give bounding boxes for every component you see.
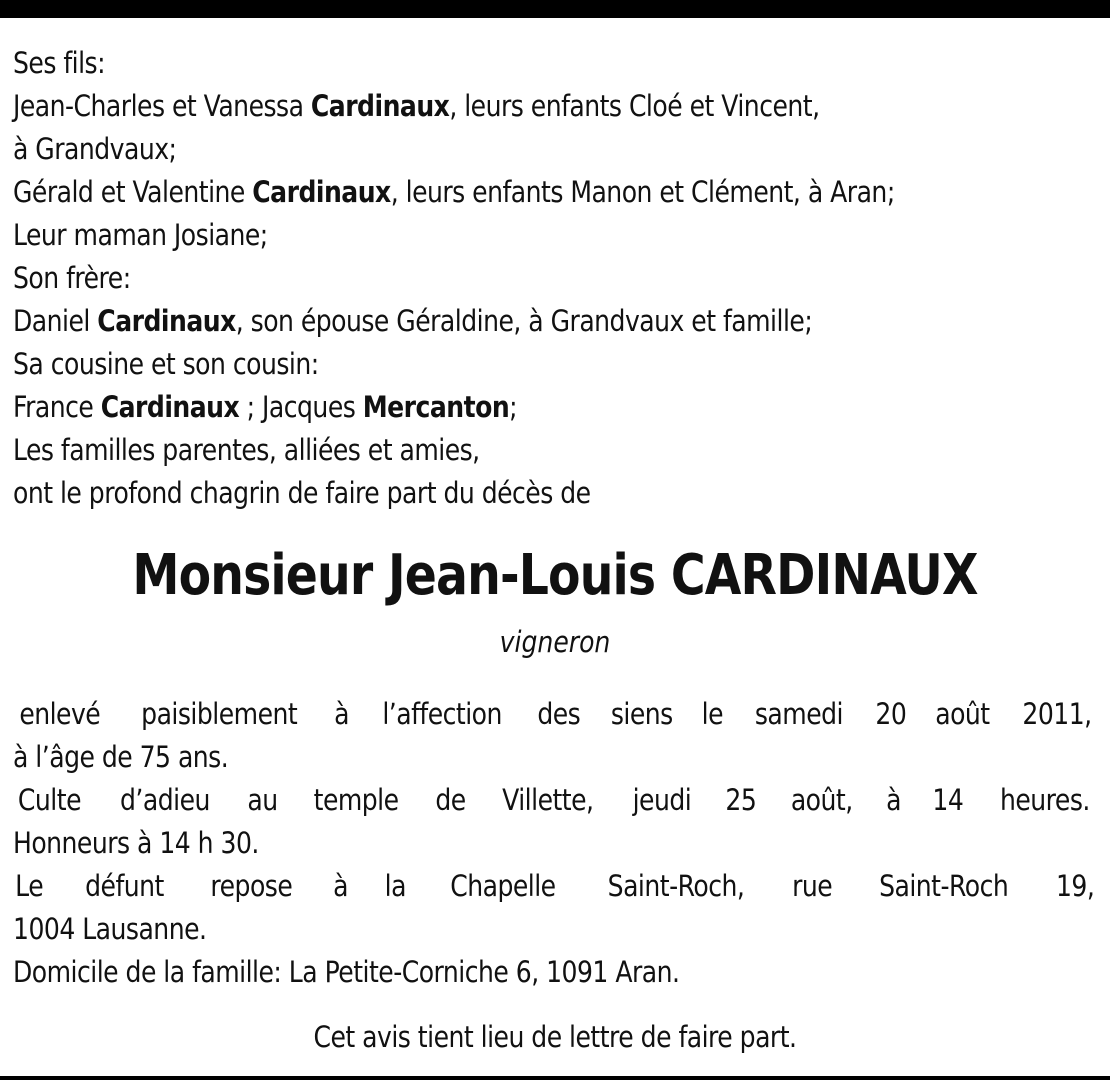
word: défunt [85, 869, 164, 903]
word: temple [313, 783, 399, 817]
word: août [935, 697, 990, 731]
family-line: Sa cousine et son cousin: [13, 347, 319, 381]
word: 19, [1055, 869, 1094, 903]
surname: Cardinaux [100, 390, 240, 424]
word: Saint-Roch, [608, 869, 745, 903]
word: d’adieu [120, 783, 211, 817]
family-line: Leur maman Josiane; [13, 218, 268, 252]
family-line: à Grandvaux; [13, 132, 177, 166]
deceased-profession: vigneron [499, 625, 611, 659]
family-line: Gérald et Valentine Cardinaux, leurs enfants Manon et Clément, à Aran; [13, 175, 895, 209]
word: des [536, 697, 580, 731]
deceased-name: Monsieur Jean-Louis CARDINAUX [132, 543, 978, 608]
word: Le [15, 869, 44, 903]
family-line: France Cardinaux ; Jacques Mercanton; [13, 390, 518, 424]
word: enlevé [19, 697, 101, 731]
family-line: Les familles parentes, alliées et amies, [13, 433, 480, 467]
surname: Mercanton [362, 390, 510, 424]
word: 14 [932, 783, 964, 817]
word: samedi [754, 697, 843, 731]
word: rue [792, 869, 833, 903]
family-line: Ses fils: [13, 46, 106, 80]
word: à [333, 697, 349, 731]
surname: Cardinaux [97, 304, 236, 338]
word: 2011, [1022, 697, 1092, 731]
details-line-justified [13, 865, 1097, 908]
word: siens [610, 697, 673, 731]
word: août, [791, 783, 854, 817]
family-line: Daniel Cardinaux, son épouse Géraldine, à Grandvaux et famille; [13, 304, 813, 338]
word: à [333, 869, 349, 903]
family-line: ont le profond chagrin de faire part du décès de [13, 476, 591, 510]
word: l’affection [381, 697, 502, 731]
closing-note: Cet avis tient lieu de lettre de faire part. [313, 1020, 797, 1054]
word: de [434, 783, 466, 817]
word: au [246, 783, 278, 817]
details-line: Domicile de la famille: La Petite-Corniche 6, 1091 Aran. [13, 955, 680, 989]
family-line: Son frère: [13, 261, 131, 295]
word: jeudi [632, 783, 692, 817]
word: Chapelle [450, 869, 556, 903]
details-line-justified [13, 779, 1097, 822]
details-block [13, 693, 1097, 994]
word: Saint-Roch [879, 869, 1009, 903]
word: 20 [875, 697, 906, 731]
details-line: Honneurs à 14 h 30. [13, 826, 259, 860]
word: Culte [17, 783, 81, 817]
bottom-rule [0, 1076, 1110, 1080]
details-line-justified [13, 693, 1097, 736]
word: la [385, 869, 407, 903]
details-line: 1004 Lausanne. [13, 912, 207, 946]
surname: Cardinaux [310, 89, 450, 123]
word: Villette, [502, 783, 594, 817]
family-line: Jean-Charles et Vanessa Cardinaux, leurs enfants Cloé et Vincent, [13, 89, 820, 123]
surname: Cardinaux [252, 175, 391, 209]
word: à [886, 783, 902, 817]
details-line: à l’âge de 75 ans. [13, 740, 229, 774]
obituary-notice [13, 42, 1097, 1059]
word: le [702, 697, 724, 731]
word: heures. [1000, 783, 1090, 817]
word: 25 [725, 783, 757, 817]
top-rule [0, 0, 1110, 18]
word: paisiblement [141, 697, 298, 731]
word: repose [210, 869, 293, 903]
